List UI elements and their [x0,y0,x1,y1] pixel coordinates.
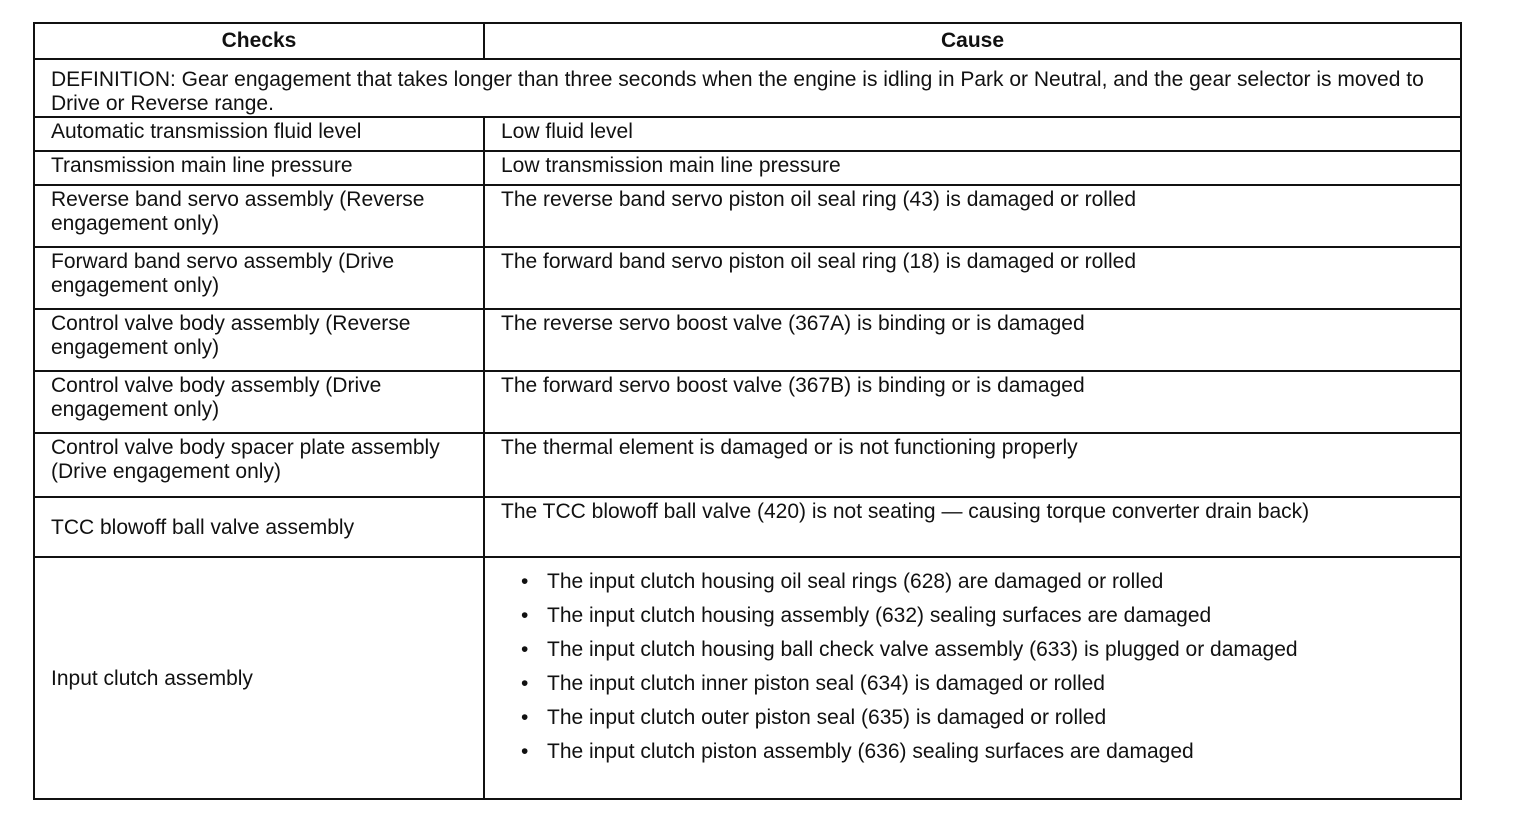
table-row [34,247,1461,309]
cause-cell: The reverse band servo piston oil seal ring (43) is damaged or rolled [484,185,1461,247]
cause-cell: Low transmission main line pressure [484,151,1461,185]
cause-cell: The thermal element is damaged or is not functioning properly [484,433,1461,497]
table-row [34,151,1461,185]
table-row [34,185,1461,247]
check-cell: Control valve body assembly (Drive engagement only) [34,371,484,433]
cause-cell: The TCC blowoff ball valve (420) is not seating — causing torque converter drain back) [484,497,1461,557]
check-cell: TCC blowoff ball valve assembly [34,497,484,557]
diagnostic-table [33,22,1462,800]
list-item: • The input clutch outer piston seal (635) is damaged or rolled [521,706,1446,730]
table-row [34,309,1461,371]
check-cell: Control valve body spacer plate assembly (Drive engagement only) [34,433,484,497]
cause-cell: The forward band servo piston oil seal ring (18) is damaged or rolled [484,247,1461,309]
definition-text: DEFINITION: Gear engagement that takes longer than three seconds when the engine is idling in Park or Neutral, and the gear selector is moved to Drive or Reverse range. [34,59,1461,117]
check-cell: Automatic transmission fluid level [34,117,484,151]
check-cell: Transmission main line pressure [34,151,484,185]
list-item: • The input clutch housing ball check valve assembly (633) is plugged or damaged [521,638,1446,662]
table-row [34,557,1461,799]
diagnostic-table-container [33,22,1462,800]
list-item: • The input clutch housing oil seal rings (628) are damaged or rolled [521,570,1446,594]
checks-header: Checks [34,23,484,59]
check-cell: Forward band servo assembly (Drive engagement only) [34,247,484,309]
header-row [34,23,1461,59]
table-row [34,497,1461,557]
check-cell: Control valve body assembly (Reverse engagement only) [34,309,484,371]
check-cell: Input clutch assembly [34,557,484,799]
cause-cell [484,557,1461,799]
cause-cell: The forward servo boost valve (367B) is binding or is damaged [484,371,1461,433]
list-item: • The input clutch housing assembly (632) sealing surfaces are damaged [521,604,1446,628]
list-item: • The input clutch inner piston seal (634) is damaged or rolled [521,672,1446,696]
cause-cell: The reverse servo boost valve (367A) is binding or is damaged [484,309,1461,371]
cause-list [501,570,1446,764]
table-row [34,117,1461,151]
table-row [34,433,1461,497]
cause-cell: Low fluid level [484,117,1461,151]
cause-header: Cause [484,23,1461,59]
table-row [34,371,1461,433]
check-cell: Reverse band servo assembly (Reverse engagement only) [34,185,484,247]
list-item: • The input clutch piston assembly (636) sealing surfaces are damaged [521,740,1446,764]
definition-row [34,59,1461,117]
